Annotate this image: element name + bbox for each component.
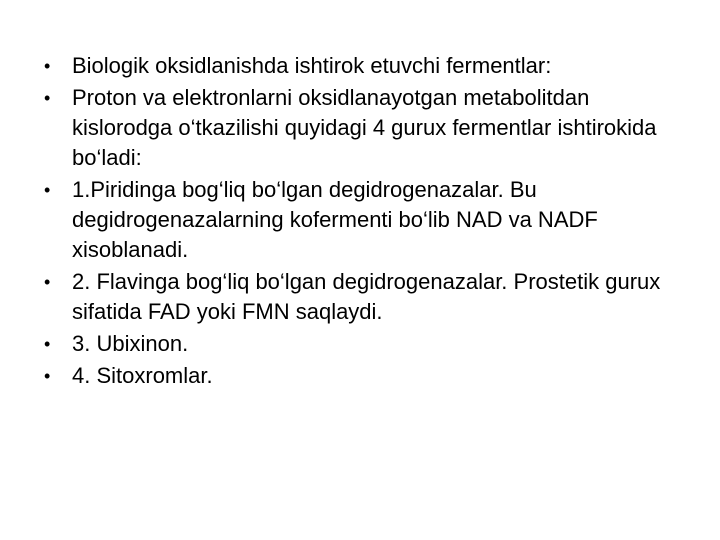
list-item <box>44 51 684 81</box>
list-item <box>44 267 684 327</box>
bullet-list <box>44 51 684 393</box>
list-item <box>44 361 684 391</box>
bullet-icon: • <box>44 88 51 108</box>
bullet-icon: • <box>44 180 51 200</box>
bullet-text: 3. Ubixinon. <box>72 331 189 356</box>
bullet-text: Proton va elektronlarni oksidlanayotgan metabolitdan kislorodga o‘tkazilishi quyidagi 4 gurux fermentlar ishtirokida bo‘ladi: <box>72 85 657 170</box>
list-item <box>44 175 684 265</box>
list-item <box>44 83 684 173</box>
bullet-text: 4. Sitoxromlar. <box>72 363 213 388</box>
bullet-icon: • <box>44 334 51 354</box>
list-item <box>44 329 684 359</box>
bullet-text: 2. Flavinga bog‘liq bo‘lgan degidrogenazalar. Prostetik gurux sifatida FAD yoki FMN saqlaydi. <box>72 269 661 324</box>
bullet-text: 1.Piridinga bog‘liq bo‘lgan degidrogenazalar. Bu degidrogenazalarning kofermenti bo‘lib NAD va NADF xisoblanadi. <box>72 177 598 262</box>
bullet-icon: • <box>44 56 51 76</box>
bullet-icon: • <box>44 272 51 292</box>
bullet-text: Biologik oksidlanishda ishtirok etuvchi fermentlar: <box>72 53 552 78</box>
bullet-icon: • <box>44 366 51 386</box>
